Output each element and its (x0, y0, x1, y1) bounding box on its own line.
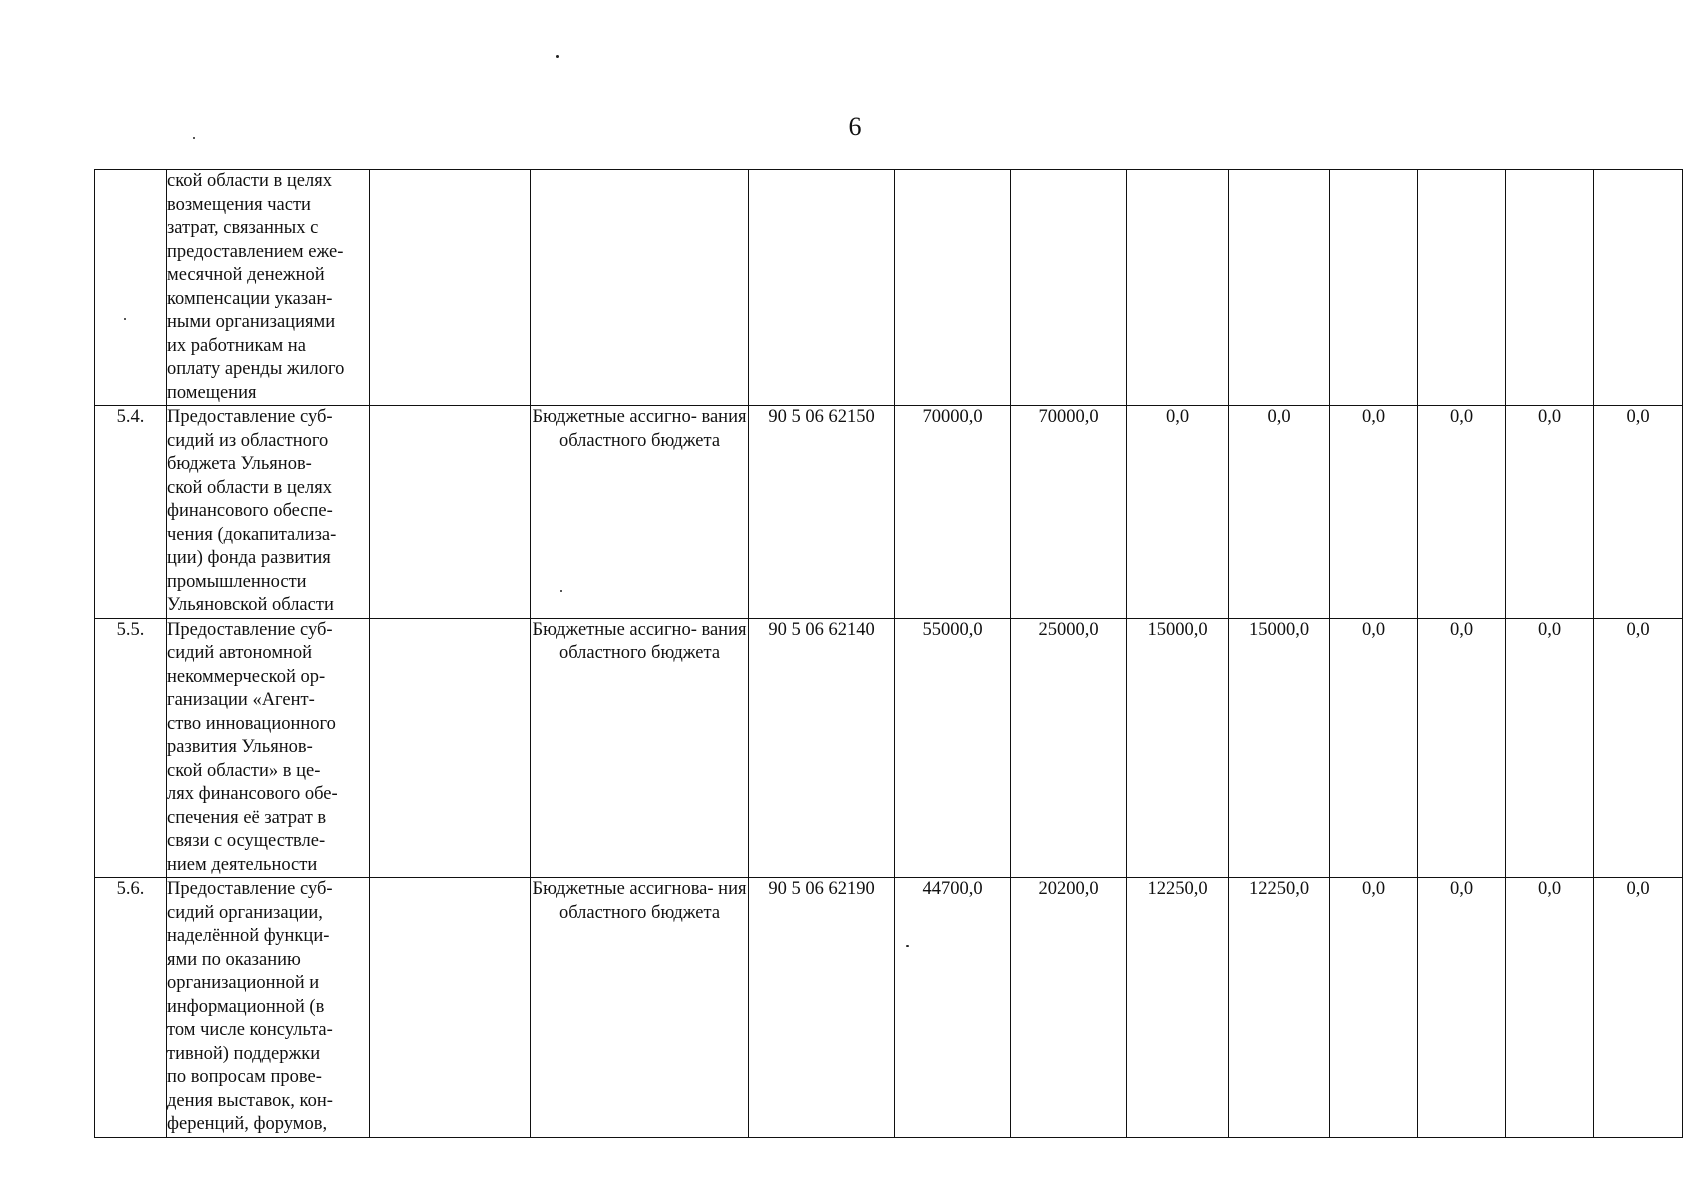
page-number: 6 (848, 112, 862, 141)
measure-name-line: дения выставок, кон- (167, 1090, 333, 1111)
responsible-cell (370, 406, 531, 619)
funding-source: Бюджетные ассигнова- ния областного бюджета (531, 878, 749, 1138)
amount-cell: 0,0 (1506, 618, 1594, 878)
measure-name-line: ганизации «Агент- (167, 690, 315, 710)
amount-cell: 0,0 (1506, 878, 1594, 1138)
measure-name-line: затрат, связанных с (167, 218, 319, 238)
amount-cell: 0,0 (1330, 618, 1418, 878)
table-body (95, 170, 1683, 1138)
amount-cell: 0,0 (1594, 878, 1683, 1138)
measure-name-line: чения (докапитализа- (167, 524, 337, 545)
scan-speck (556, 55, 559, 58)
measure-name-line: лях финансового обе- (167, 784, 338, 804)
amount-cell: 0,0 (1418, 878, 1506, 1138)
responsible-cell (370, 618, 531, 878)
responsible-cell (370, 878, 531, 1138)
measure-name-line: возмещения части (167, 194, 311, 215)
row-index: 5.6. (95, 878, 167, 1138)
row-index: 5.5. (95, 618, 167, 878)
measure-name (167, 618, 370, 878)
amount-cell: 12250,0 (1127, 878, 1229, 1138)
amount-cell: 15000,0 (1229, 618, 1330, 878)
measure-name (167, 878, 370, 1138)
amount-cell (1011, 170, 1127, 406)
amount-cell: 25000,0 (1011, 618, 1127, 878)
measure-name-line: бюджета Ульянов- (167, 454, 312, 474)
measure-name-line: предоставлением еже- (167, 241, 344, 262)
measure-name-line: промышленности (167, 571, 307, 592)
measure-name-line: их работникам на (167, 335, 306, 356)
measure-name (167, 406, 370, 619)
measure-name-line: по вопросам прове- (167, 1067, 322, 1087)
measure-name-line: Предоставление суб- (167, 879, 333, 899)
responsible-cell (370, 170, 531, 406)
budget-code: 90 5 06 62190 (749, 878, 895, 1138)
amount-cell: 0,0 (1330, 878, 1418, 1138)
table-row (95, 618, 1683, 878)
measure-name-line: Предоставление суб- (167, 619, 333, 640)
measure-name-line: том числе консульта- (167, 1020, 333, 1040)
funding-source (531, 170, 749, 406)
amount-cell: 70000,0 (1011, 406, 1127, 619)
measure-name-line: развития Ульянов- (167, 737, 313, 757)
amount-cell (1330, 170, 1418, 406)
measure-name-line: ференций, форумов, (167, 1114, 328, 1134)
funding-source: Бюджетные ассигно- вания областного бюджета (531, 618, 749, 878)
amount-cell (1418, 170, 1506, 406)
measure-name-line: компенсации указан- (167, 288, 333, 309)
measure-name-line: ции) фонда развития (167, 548, 331, 568)
measure-name-line: сидий организации, (167, 902, 323, 923)
measure-name-line: организационной и (167, 973, 320, 993)
measure-name-line: наделённой функци- (167, 926, 330, 946)
amount-cell: 0,0 (1127, 406, 1229, 619)
amount-cell: 20200,0 (1011, 878, 1127, 1138)
measure-name-line: сидий автономной (167, 643, 313, 663)
amount-cell: 0,0 (1418, 618, 1506, 878)
amount-cell: 0,0 (1506, 406, 1594, 619)
amount-cell: 0,0 (1229, 406, 1330, 619)
measure-name-line: ными организациями (167, 312, 336, 332)
measure-name-line: оплату аренды жилого (167, 359, 345, 379)
amount-cell: 70000,0 (895, 406, 1011, 619)
scan-speck (193, 137, 195, 139)
budget-table (94, 169, 1683, 1138)
measure-name-line: ство инновационного (167, 713, 336, 734)
budget-code: 90 5 06 62150 (749, 406, 895, 619)
budget-code (749, 170, 895, 406)
amount-cell (895, 170, 1011, 406)
amount-cell: 0,0 (1594, 406, 1683, 619)
measure-name-line: спечения её затрат в (167, 807, 327, 828)
amount-cell: 44700,0 (895, 878, 1011, 1138)
budget-code: 90 5 06 62140 (749, 618, 895, 878)
row-index (95, 170, 167, 406)
measure-name (167, 170, 370, 406)
funding-source: Бюджетные ассигно- вания областного бюджета (531, 406, 749, 619)
measure-name-line: ями по оказанию (167, 949, 301, 970)
measure-name-line: Предоставление суб- (167, 407, 333, 427)
amount-cell: 12250,0 (1229, 878, 1330, 1138)
amount-cell: 55000,0 (895, 618, 1011, 878)
amount-cell (1127, 170, 1229, 406)
row-index: 5.4. (95, 406, 167, 619)
amount-cell (1594, 170, 1683, 406)
measure-name-line: помещения (167, 382, 257, 403)
amount-cell: 0,0 (1594, 618, 1683, 878)
measure-name-line: сидий из областного (167, 430, 329, 451)
measure-name-line: информационной (в (167, 996, 325, 1017)
measure-name-line: ской области в целях (167, 171, 332, 191)
measure-name-line: тивной) поддержки (167, 1043, 321, 1064)
measure-name-line: ской области в целях (167, 477, 332, 498)
amount-cell: 15000,0 (1127, 618, 1229, 878)
amount-cell (1506, 170, 1594, 406)
amount-cell: 0,0 (1418, 406, 1506, 619)
table-row (95, 170, 1683, 406)
table-row (95, 878, 1683, 1138)
amount-cell: 0,0 (1330, 406, 1418, 619)
amount-cell (1229, 170, 1330, 406)
measure-name-line: Ульяновской области (167, 595, 334, 615)
measure-name-line: некоммерческой ор- (167, 666, 326, 687)
measure-name-line: нием деятельности (167, 854, 318, 875)
measure-name-line: месячной денежной (167, 265, 325, 285)
measure-name-line: связи с осуществле- (167, 831, 326, 851)
measure-name-line: финансового обеспе- (167, 501, 333, 521)
measure-name-line: ской области» в це- (167, 760, 321, 781)
table-row (95, 406, 1683, 619)
